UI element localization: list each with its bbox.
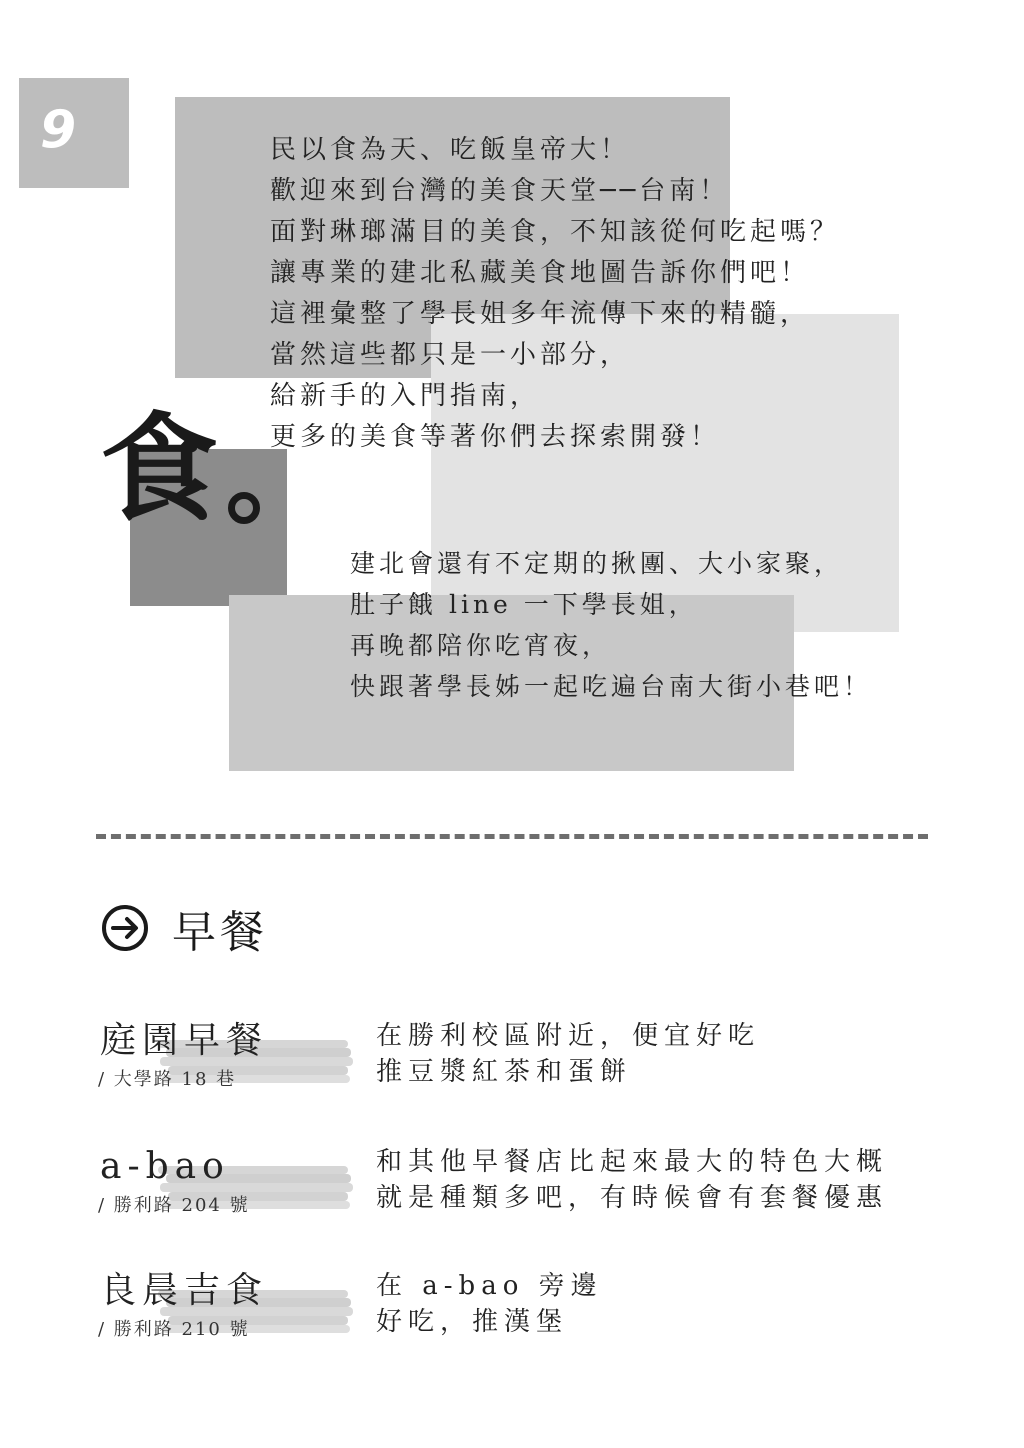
shop-description: [376, 1018, 760, 1090]
list-item: [98, 1268, 928, 1358]
shop-address: / 勝利路 204 號: [98, 1195, 250, 1216]
list-item: [98, 1018, 928, 1108]
secondary-line: 快跟著學長姊一起吃遍台南大街小巷吧！: [350, 672, 873, 701]
intro-line: 當然這些都只是一小部分，: [270, 340, 631, 370]
description-line: 在 a-bao 旁邊: [376, 1271, 603, 1301]
shop-address: / 大學路 18 巷: [98, 1069, 237, 1090]
secondary-paragraph: [350, 543, 950, 707]
arrow-right-circle-icon: [100, 903, 150, 953]
intro-line: 面對琳瑯滿目的美食，不知該從何吃起嗎？: [270, 217, 841, 247]
list-item: [98, 1144, 928, 1234]
section-title: 早餐: [172, 907, 268, 958]
intro-line: 更多的美食等著你們去探索開發！: [270, 422, 721, 452]
intro-line: 民以食為天、吃飯皇帝大！: [270, 135, 631, 165]
secondary-line: 建北會還有不定期的揪團、大小家聚，: [350, 549, 844, 578]
description-line: 好吃，推漢堡: [376, 1307, 569, 1337]
intro-line: 給新手的入門指南，: [270, 381, 541, 411]
shop-name: 庭園早餐: [100, 1020, 269, 1061]
intro-line: 這裡彙整了學長姐多年流傳下來的精髓，: [270, 299, 811, 329]
description-line: 就是種類多吧，有時候會有套餐優惠: [376, 1183, 889, 1213]
intro-line: 歡迎來到台灣的美食天堂──台南！: [270, 176, 730, 206]
description-line: 和其他早餐店比起來最大的特色大概: [376, 1147, 889, 1177]
description-line: 推豆漿紅茶和蛋餅: [376, 1057, 633, 1087]
shop-address: / 勝利路 210 號: [98, 1319, 250, 1340]
shop-name: a-bao: [100, 1146, 230, 1187]
shop-name: 良晨吉食: [100, 1270, 269, 1311]
description-line: 在勝利校區附近，便宜好吃: [376, 1021, 761, 1051]
intro-line: 讓專業的建北私藏美食地圖告訴你們吧！: [270, 258, 811, 288]
secondary-line: 再晚都陪你吃宵夜，: [350, 631, 612, 660]
dashed-divider: [96, 834, 928, 839]
secondary-line: 肚子餓 line 一下學長姐，: [350, 590, 698, 619]
page-number: 9: [40, 100, 77, 160]
heading-character: 食: [100, 400, 219, 538]
shop-description: [376, 1144, 888, 1216]
intro-paragraph: [270, 130, 890, 458]
section-header: [100, 898, 268, 958]
heading-period-mark: [228, 492, 260, 524]
shop-description: [376, 1268, 603, 1340]
